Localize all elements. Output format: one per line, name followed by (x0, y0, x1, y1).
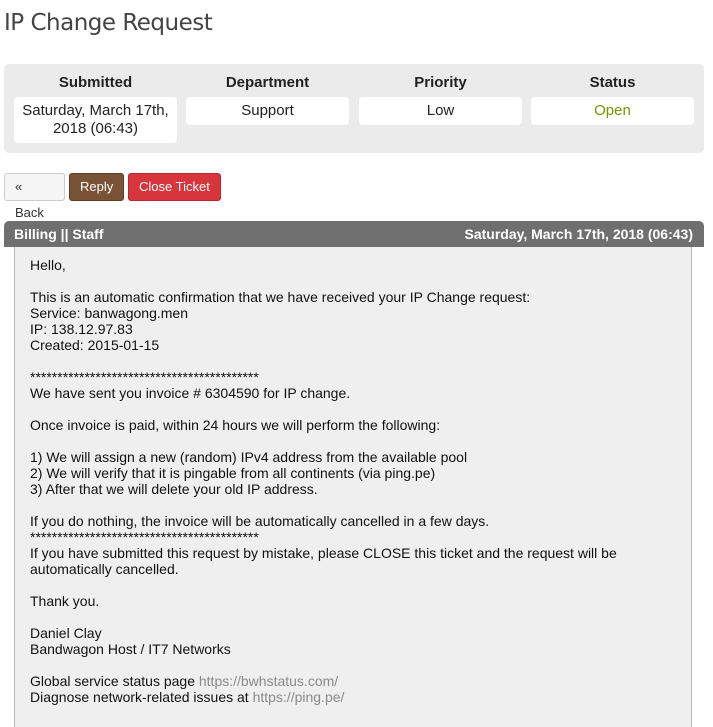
reply-button[interactable]: Reply (69, 173, 124, 201)
message-text (30, 257, 630, 705)
nothing-line: If you do nothing, the invoice will be automatically cancelled in a few days. (30, 513, 490, 529)
priority-label: Priority (414, 74, 467, 91)
back-button[interactable]: « Back (4, 173, 65, 201)
ticket-info-panel (4, 64, 704, 153)
message-header (4, 221, 704, 247)
department-value: Support (186, 97, 349, 125)
ip-line: IP: 138.12.97.83 (30, 321, 133, 337)
status-badge: Open (531, 97, 694, 125)
step-3: 3) After that we will delete your old IP address. (30, 481, 318, 497)
priority-column (359, 64, 522, 125)
status-page-link[interactable]: https://bwhstatus.com/ (198, 673, 339, 689)
invoice-line: We have sent you invoice # 6304590 for IP change. (30, 385, 351, 401)
mistake-line: If you have submitted this request by mistake, please CLOSE this ticket and the request will be automatically cancelled. (30, 545, 617, 577)
step-1: 1) We will assign a new (random) IPv4 address from the available pool (30, 449, 468, 465)
message-author: Billing || Staff (14, 226, 104, 242)
submitted-label: Submitted (58, 74, 133, 91)
diagnose-prefix: Diagnose network-related issues at (30, 689, 253, 705)
thanks-line: Thank you. (30, 593, 100, 609)
diagnose-line (30, 689, 630, 705)
page-title: IP Change Request (4, 10, 213, 36)
confirmation-line: This is an automatic confirmation that we have received your IP Change request: (30, 289, 531, 305)
submitted-value: Saturday, March 17th, 2018 (06:43) (14, 97, 177, 143)
created-line: Created: 2015-01-15 (30, 337, 160, 353)
message-date: Saturday, March 17th, 2018 (06:43) (464, 226, 693, 242)
separator-line: ****************************************** (30, 529, 259, 545)
once-line: Once invoice is paid, within 24 hours we will perform the following: (30, 417, 441, 433)
priority-value: Low (359, 97, 522, 125)
status-label: Status (589, 74, 636, 91)
ping-link[interactable]: https://ping.pe/ (252, 689, 345, 705)
greeting: Hello, (30, 257, 66, 273)
separator-line: ****************************************** (30, 369, 259, 385)
close-ticket-button[interactable]: Close Ticket (128, 173, 221, 201)
status-column (531, 64, 694, 125)
signer-name: Daniel Clay (30, 625, 102, 641)
submitted-column (14, 64, 177, 143)
status-page-line (30, 673, 630, 689)
signer-company: Bandwagon Host / IT7 Networks (30, 641, 231, 657)
message-body (14, 247, 692, 727)
status-page-prefix: Global service status page (30, 673, 199, 689)
step-2: 2) We will verify that it is pingable from all continents (via ping.pe) (30, 465, 436, 481)
department-label: Department (225, 74, 310, 91)
department-column (186, 64, 349, 125)
service-line: Service: banwagong.men (30, 305, 188, 321)
